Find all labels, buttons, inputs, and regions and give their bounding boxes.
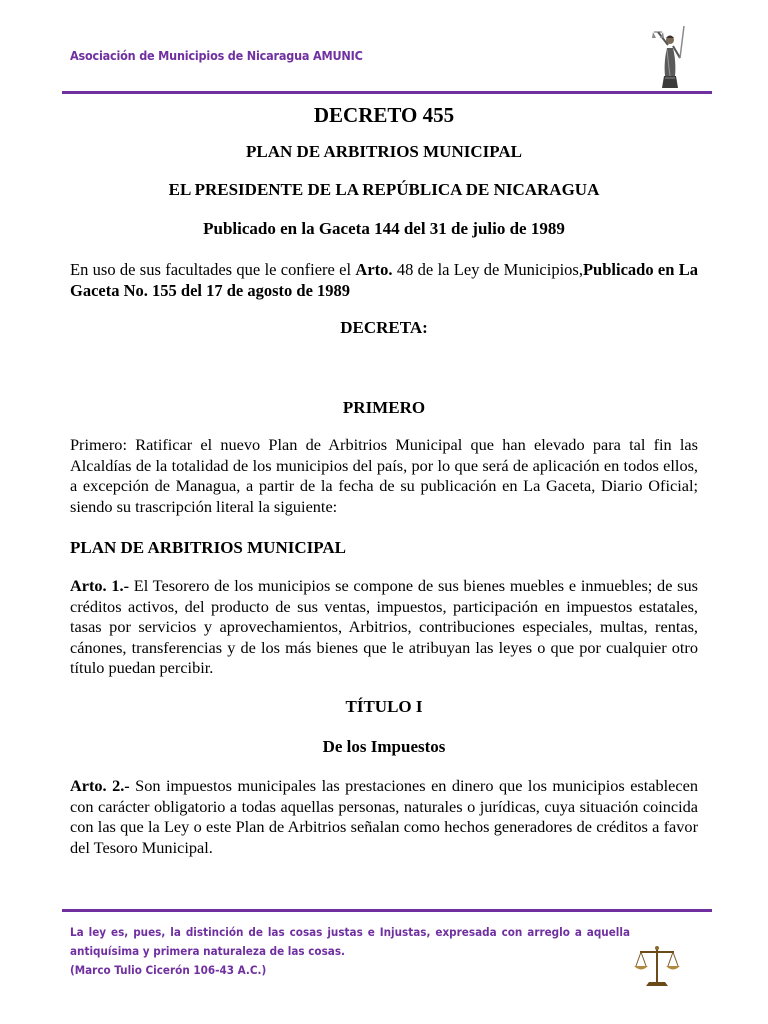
publication-note: Publicado en la Gaceta 144 del 31 de julio de 1989 (203, 219, 565, 238)
footer-quote-wrap (70, 923, 630, 961)
scales-of-justice-icon (632, 944, 682, 988)
header-divider (62, 91, 712, 94)
primero-paragraph: Primero: Ratificar el nuevo Plan de Arbitrios Municipal que han elevado para tal fin las Alcaldías de la totalidad de los municipios del país, por lo que será de aplicación en todos ellos, a excepción de Managua, a partir de la fecha de su publicación en La Gaceta, Diario Oficial; siendo su trascripción literal la siguiente: (70, 435, 698, 516)
footer-quote: La ley es, pues, la distinción de las cosas justas e Injustas, expresada con arreglo a aquella antiquísima y primera naturaleza de las cosas. (70, 925, 630, 958)
preamble-publication: Publicado en La Gaceta No. 155 del 17 de agosto de 1989 (70, 260, 698, 300)
arto-1-paragraph (70, 576, 698, 679)
preamble-text-2: 48 de la Ley de Municipios, (392, 260, 583, 279)
issuing-authority: EL PRESIDENTE DE LA REPÚBLICA DE NICARAGUA (168, 180, 600, 199)
organization-name: Asociación de Municipios de Nicaragua AMUNIC (70, 48, 363, 63)
arto-1-text: El Tesorero de los municipios se compone de sus bienes muebles e inmuebles; de sus créditos activos, del producto de sus ventas, impuestos, participación en impuestos estatales, tasas por servicios y aprovechamientos, Arbitrios, contribuciones especiales, multas, rentas, cánones, transferencias y de los más bienes que le atribuyan las leyes o que por cualquier otro título puedan percibir. (70, 576, 698, 677)
document-title: DECRETO 455 (313, 103, 455, 127)
primero-heading: PRIMERO (342, 398, 426, 417)
decreta-heading: DECRETA: (340, 318, 428, 337)
plan-heading: PLAN DE ARBITRIOS MUNICIPAL (70, 538, 346, 557)
preamble-paragraph (70, 260, 698, 301)
arto-1-label: Arto. 1.- (70, 576, 129, 595)
justice-statue-icon (650, 18, 690, 90)
arto-2-text: Son impuestos municipales las prestaciones en dinero que los municipios establecen con carácter obligatorio a todas aquellas personas, naturales o jurídicas, cuya situación coincida con las que la Ley o este Plan de Arbitrios señalan como hechos generadores de créditos a favor del Tesoro Municipal. (70, 776, 698, 857)
preamble-text: En uso de sus facultades que le confiere el (70, 260, 356, 279)
titulo-heading: TÍTULO I (345, 697, 423, 716)
arto-2-label: Arto. 2.- (70, 776, 130, 795)
preamble-arto-label: Arto. (355, 260, 393, 279)
footer-attribution: (Marco Tulio Cicerón 106-43 A.C.) (70, 963, 267, 977)
footer-quote-block (70, 923, 700, 980)
footer-divider (62, 909, 712, 912)
impuestos-heading: De los Impuestos (322, 737, 446, 756)
arto-2-paragraph (70, 776, 698, 858)
document-subtitle: PLAN DE ARBITRIOS MUNICIPAL (246, 142, 522, 161)
